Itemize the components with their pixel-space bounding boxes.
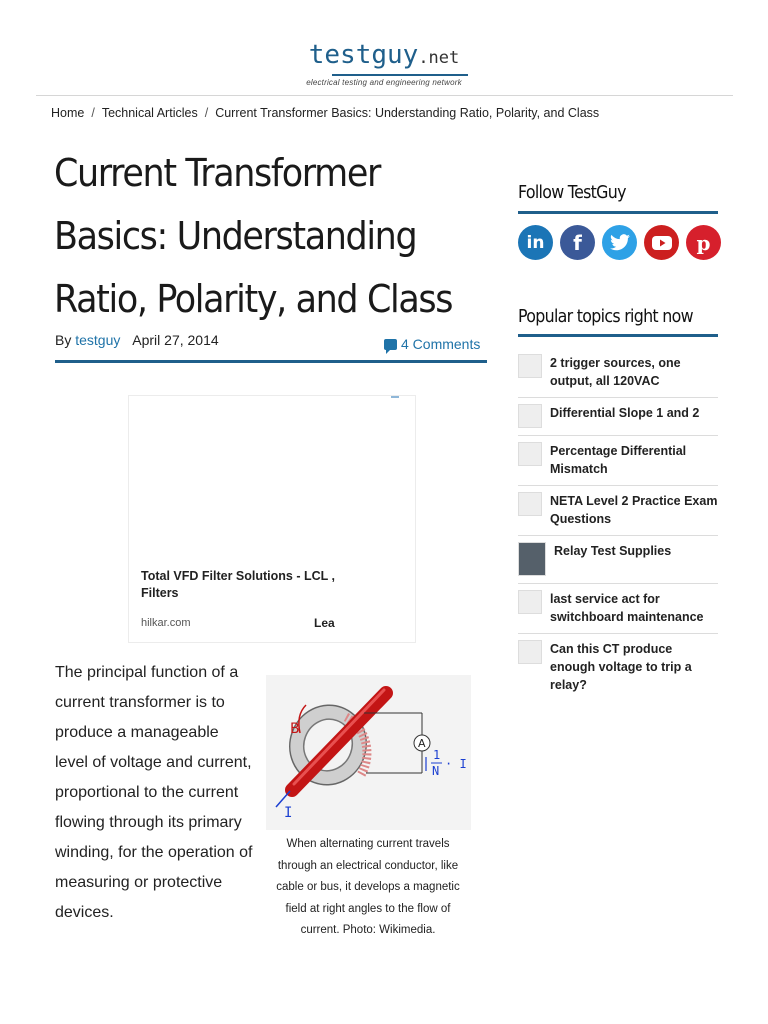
follow-divider <box>518 211 718 214</box>
avatar <box>518 492 542 516</box>
pinterest-icon[interactable]: p <box>686 225 721 260</box>
avatar <box>518 590 542 614</box>
topic-title[interactable]: 2 trigger sources, one output, all 120VAC <box>550 356 681 388</box>
popular-topics-list <box>518 348 718 701</box>
topic-title[interactable]: NETA Level 2 Practice Exam Questions <box>550 494 718 526</box>
topic-title[interactable]: Percentage Differential Mismatch <box>550 444 687 476</box>
avatar <box>518 404 542 428</box>
page-title: Current Transformer Basics: Understanding Ratio, Polarity, and Class <box>54 151 453 321</box>
ad-choices-icon[interactable] <box>391 396 399 398</box>
breadcrumb <box>51 106 599 120</box>
social-links <box>518 225 721 260</box>
comments-link[interactable] <box>384 336 480 352</box>
breadcrumb-home[interactable]: Home <box>51 106 85 120</box>
ad-unit[interactable] <box>128 395 416 643</box>
twitter-icon[interactable] <box>602 225 637 260</box>
field-label: B <box>290 721 300 737</box>
avatar <box>518 442 542 466</box>
breadcrumb-separator: / <box>91 106 95 120</box>
publish-date: April 27, 2014 <box>132 332 219 348</box>
logo-tagline: electrical testing and engineering network <box>306 78 462 87</box>
topic-title[interactable]: last service act for switchboard maintenance <box>550 592 704 624</box>
author-link[interactable]: testguy <box>75 332 121 348</box>
ct-diagram-figure <box>266 675 471 830</box>
topic-item[interactable] <box>518 536 718 584</box>
figure-caption: When alternating current travels through an electrical conductor, like cable or bus, it develops a magnetic field at right angles to the flow of current. Photo: Wikimedia. <box>276 838 460 936</box>
logo-wordmark: testguy.net <box>308 40 460 70</box>
ct-diagram <box>266 675 471 830</box>
facebook-icon[interactable]: f <box>560 225 595 260</box>
ammeter-label: A <box>418 737 426 750</box>
article-paragraph: The principal function of a current transformer is to produce a manageable level of voltage and current, proportional to the current flowing through its primary winding, for the operation of measuring or protective devices. <box>55 664 253 921</box>
breadcrumb-current: Current Transformer Basics: Understanding Ratio, Polarity, and Class <box>215 106 600 120</box>
popular-topics-heading: Popular topics right now <box>518 306 693 327</box>
ratio-denominator: N <box>432 764 440 778</box>
topic-item[interactable] <box>518 634 718 701</box>
topic-item[interactable] <box>518 436 718 486</box>
byline-label: By <box>55 332 72 348</box>
title-divider <box>55 360 487 363</box>
comment-icon <box>384 339 397 350</box>
avatar <box>518 640 542 664</box>
topic-title[interactable]: Differential Slope 1 and 2 <box>550 406 700 420</box>
comments-count: 4 Comments <box>401 336 481 352</box>
site-logo[interactable] <box>0 40 768 87</box>
breadcrumb-separator: / <box>204 106 209 120</box>
ad-cta-button[interactable]: Lea <box>314 616 335 630</box>
ratio-numerator: 1 <box>433 748 441 762</box>
ratio-suffix: · I <box>445 757 467 771</box>
topic-item[interactable] <box>518 486 718 536</box>
linkedin-icon[interactable]: in <box>518 225 553 260</box>
logo-underline <box>332 74 468 76</box>
breadcrumb-technical-articles[interactable]: Technical Articles <box>101 106 198 120</box>
topic-title[interactable]: Relay Test Supplies <box>554 544 672 558</box>
topic-item[interactable] <box>518 398 718 436</box>
byline <box>55 332 219 348</box>
youtube-play-glyph <box>652 236 672 250</box>
youtube-icon[interactable] <box>644 225 679 260</box>
avatar <box>518 542 546 576</box>
ad-domain: hilkar.com <box>141 617 191 629</box>
topic-item[interactable] <box>518 584 718 634</box>
header-divider <box>36 95 733 96</box>
twitter-bird-glyph <box>610 234 630 251</box>
topic-title[interactable]: Can this CT produce enough voltage to trip a relay? <box>550 642 692 692</box>
topic-item[interactable] <box>518 348 718 398</box>
avatar <box>518 354 542 378</box>
popular-topics-divider <box>518 334 718 337</box>
follow-heading: Follow TestGuy <box>518 182 626 203</box>
current-label: I <box>284 805 293 821</box>
ad-title[interactable]: Total VFD Filter Solutions - LCL , Filters <box>141 569 335 600</box>
